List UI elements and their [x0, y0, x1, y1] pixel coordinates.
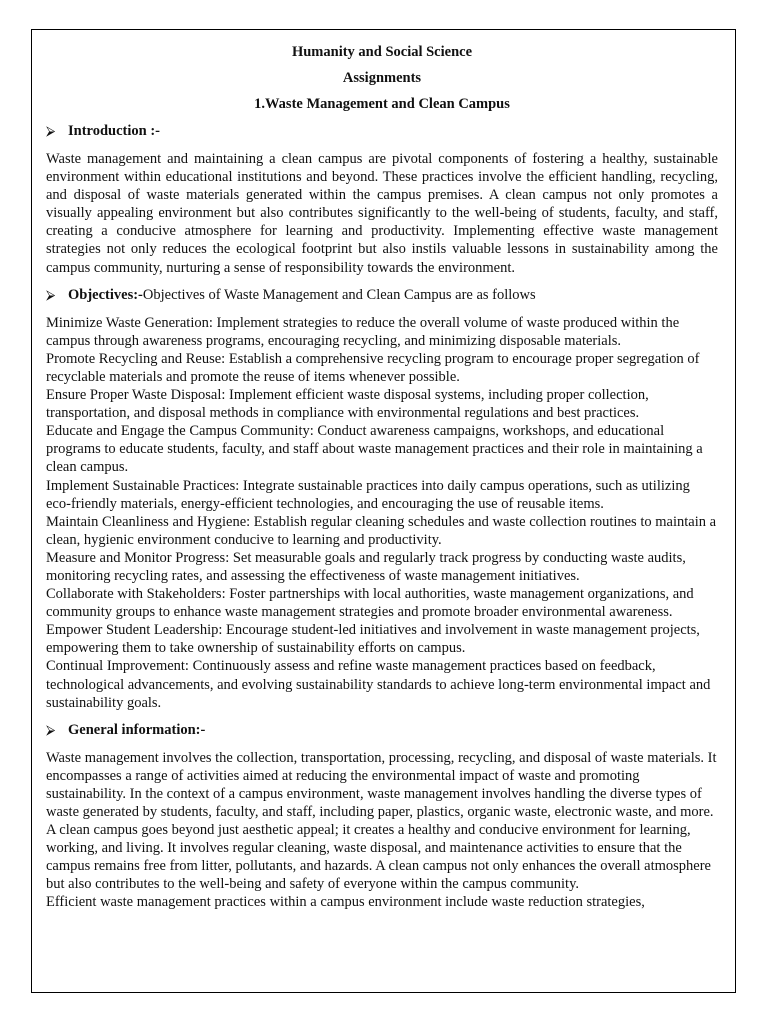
- objective-item: Collaborate with Stakeholders: Foster partnerships with local authorities, waste management organizations, and community groups to enhance waste management strategies and promote broader environmental awareness.: [46, 586, 694, 621]
- objective-item: Measure and Monitor Progress: Set measurable goals and regularly track progress by conducting waste audits, monitoring recycling rates, and assessing the effectiveness of waste management initiatives.: [46, 549, 686, 584]
- objective-item: Maintain Cleanliness and Hygiene: Establish regular cleaning schedules and waste collection routines to maintain a clean, hygienic environment conducive to learning and productivity.: [46, 513, 717, 548]
- objectives-list: [46, 314, 718, 712]
- assignment-title: 1.Waste Management and Clean Campus: [254, 96, 510, 112]
- objectives-heading: [46, 287, 718, 304]
- general-information-body: [46, 749, 718, 912]
- objective-item: Minimize Waste Generation: Implement strategies to reduce the overall volume of waste produced within the campus through awareness programs, encouraging recycling, and minimizing disposable materials.: [46, 314, 680, 349]
- subject-title: Humanity and Social Science: [291, 44, 473, 60]
- arrow-bullet-icon: ⮚: [46, 721, 56, 737]
- arrow-bullet-icon: ⮚: [46, 123, 56, 138]
- objective-item: Continual Improvement: Continuously assess and refine waste management practices based on feedback, technological advancements, and evolving sustainability standards to achieve long-term environmental impact and sustainability goals.: [46, 658, 711, 711]
- objective-item: Ensure Proper Waste Disposal: Implement efficient waste disposal systems, including proper collection, transportation, and disposal methods in compliance with environmental regulations and best practices.: [46, 387, 649, 422]
- introduction-paragraph: Waste management and maintaining a clean campus are pivotal components of fostering a healthy, sustainable environment within educational institutions and beyond. These practices involve the efficient handling, recycling, and disposal of waste materials generated within the campus premises. A clean campus not only promotes a visually appealing environment but also contributes significantly to the well-being of students, faculty, and staff, creating a conducive atmosphere for learning and productivity. Implementing effective waste management strategies not only reduces the ecological footprint but also instils valuable lessons in sustainability among the campus community, nurturing a sense of responsibility towards the environment.: [46, 151, 718, 276]
- assignments-title: Assignments: [342, 70, 422, 86]
- objectives-subtitle: Objectives of Waste Management and Clean Campus are as follows: [142, 286, 536, 303]
- introduction-heading: [46, 123, 718, 140]
- general-paragraph: Efficient waste management practices within a campus environment include waste reduction strategies,: [46, 894, 645, 911]
- general-paragraph: A clean campus goes beyond just aesthetic appeal; it creates a healthy and conducive environment for learning, working, and living. It involves regular cleaning, waste disposal, and maintenance activities to ensure that the campus remains free from litter, pollutants, and hazards. A clean campus not only enhances the overall atmosphere but also contributes to the well-being and safety of everyone within the campus community.: [46, 822, 711, 893]
- general-paragraph: Waste management involves the collection, transportation, processing, recycling, and disposal of waste materials. It encompasses a range of activities aimed at reducing the environmental impact of waste and promoting sustainability. In the context of a campus environment, waste management involves handling the diverse types of waste generated by students, faculty, and staff, including paper, plastics, organic waste, electronic waste, and more.: [46, 749, 717, 820]
- arrow-bullet-icon: ⮚: [46, 286, 56, 302]
- objective-item: Implement Sustainable Practices: Integrate sustainable practices into daily campus operations, such as utilizing eco-friendly materials, energy-efficient technologies, and encouraging the use of reusable items.: [46, 477, 690, 512]
- introduction-label: Introduction :-: [68, 123, 160, 139]
- general-information-label: General information:-: [68, 721, 206, 738]
- objectives-label: Objectives:-: [68, 286, 143, 303]
- objective-item: Empower Student Leadership: Encourage student-led initiatives and involvement in waste management projects, empowering them to take ownership of sustainability efforts on campus.: [46, 622, 700, 657]
- objective-item: Promote Recycling and Reuse: Establish a comprehensive recycling program to encourage proper segregation of recyclable materials and promote the reuse of items whenever possible.: [46, 350, 700, 385]
- objective-item: Educate and Engage the Campus Community: Conduct awareness campaigns, workshops, and educational programs to educate students, faculty, and staff about waste management practices and their role in maintaining a clean campus.: [46, 423, 703, 476]
- document-page: [31, 29, 736, 993]
- general-information-heading: [46, 722, 718, 739]
